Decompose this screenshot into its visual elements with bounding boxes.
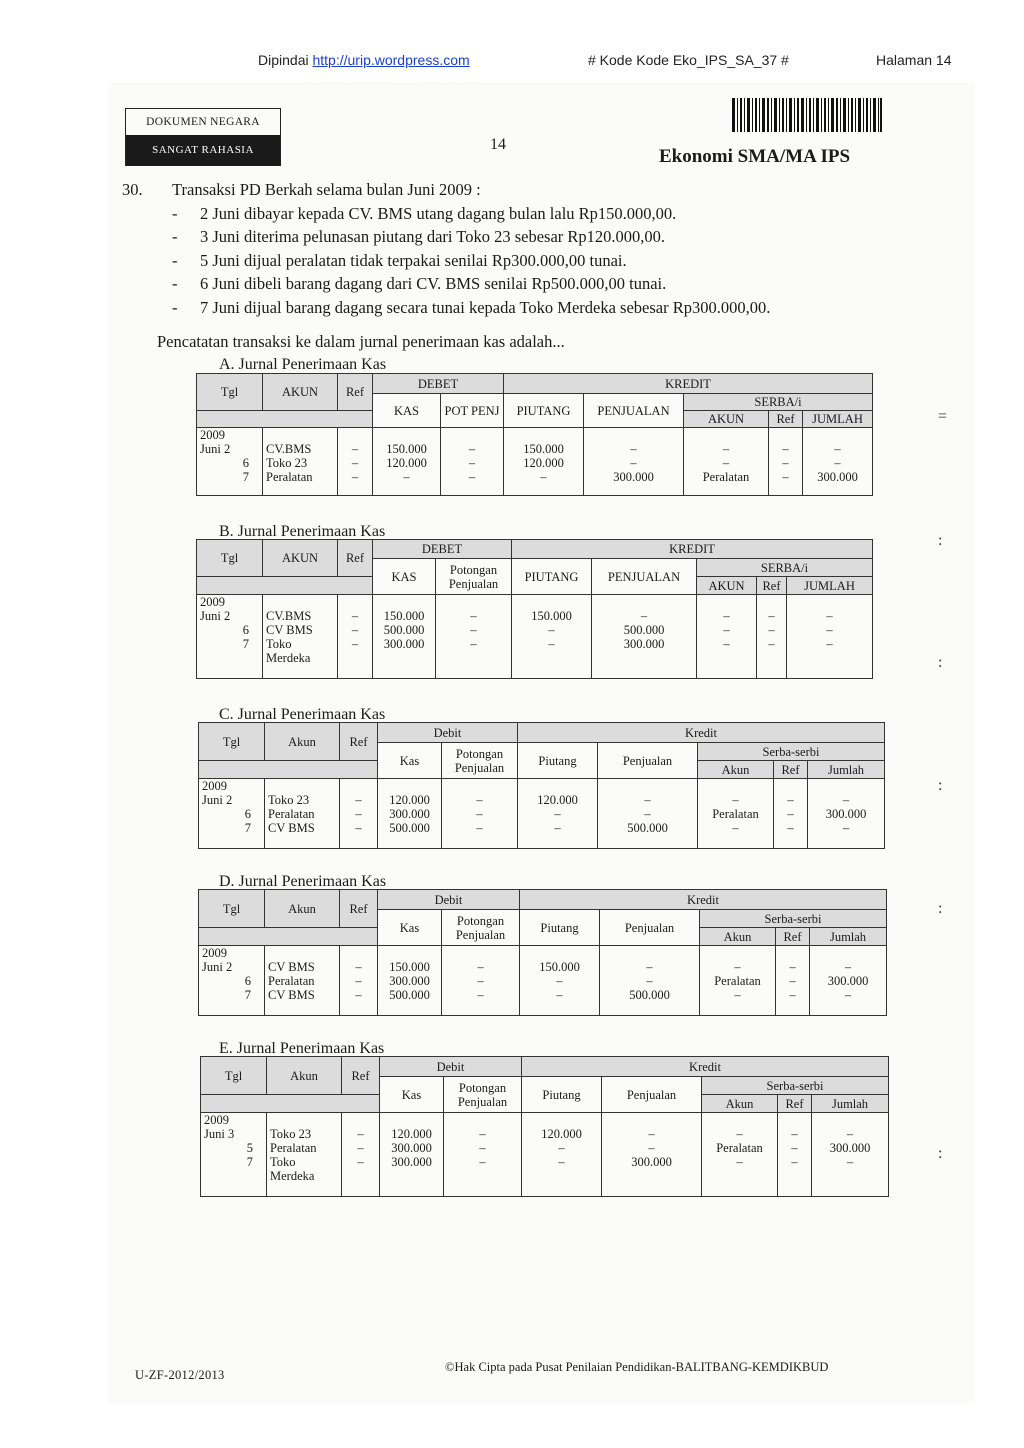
year: 2009 [200,428,225,442]
header-kas: Kas [378,910,442,946]
header-s-jumlah: Jumlah [812,1095,889,1113]
col-penjualan: – – 500.000 [598,779,698,849]
col-pot: – – – [442,779,518,849]
header-tgl: Tgl [199,890,265,928]
question-stem: Transaksi PD Berkah selama bulan Juni 2009 : [172,180,481,199]
header-ref: Ref [338,540,373,577]
header-blank [201,1095,380,1113]
transaction-text: 7 Juni dijual barang dagang secara tunai kepada Toko Merdeka sebesar Rp300.000,00. [200,297,771,317]
col-s-akun: – Peralatan – [702,1113,778,1197]
scan-label [258,52,470,68]
col-akun: CV BMS Peralatan CV BMS [265,946,340,1016]
option-a-table [196,373,873,496]
header-kredit: Kredit [520,890,887,910]
transaction-text: 3 Juni diterima pelunasan piutang dari Toko 23 sebesar Rp120.000,00. [200,227,666,246]
transaction-item: - 2 Juni dibayar kepada CV. BMS utang dagang bulan lalu Rp150.000,00. [172,203,677,223]
margin-mark: = [938,408,948,425]
transaction-item: - 7 Juni dijual barang dagang secara tunai kepada Toko Merdeka sebesar Rp300.000,00. [172,297,771,317]
option-b-table [196,539,873,679]
option-e-label: E. Jurnal Penerimaan Kas [219,1040,385,1057]
col-s-ref: – – – [778,1113,812,1197]
transaction-item: - 5 Juni dijual peralatan tidak terpakai senilai Rp300.000,00 tunai. [172,250,627,270]
table-body-row [197,595,873,679]
scan-link[interactable]: http://urip.wordpress.com [312,52,470,68]
transaction-item: - 3 Juni diterima pelunasan piutang dari Toko 23 sebesar Rp120.000,00. [172,227,666,246]
col-ref: – – – [340,946,378,1016]
header-serba: Serba-serbi [702,1077,889,1095]
header-page: Halaman 14 [876,52,952,68]
table-body-row [199,946,887,1016]
col-piutang: 120.000 – – [522,1113,602,1197]
option-b-label: B. Jurnal Penerimaan Kas [219,523,386,540]
header-penjualan: Penjualan [600,910,700,946]
header-s-ref: Ref [774,761,808,779]
col-ref: – – – [342,1113,380,1197]
scan-prefix: Dipindai [258,52,309,68]
col-akun: CV.BMS Toko 23 Peralatan [263,428,338,496]
header-pot: Potongan Penjualan [442,910,520,946]
header-ref: Ref [340,723,378,761]
col-s-jumlah: – – – [787,595,873,679]
header-akun: Akun [265,723,340,761]
header-debet: DEBET [373,374,504,394]
header-s-ref: Ref [757,577,787,595]
header-debet: Debit [378,723,518,743]
header-kas: KAS [373,394,441,428]
table-body-row [201,1113,889,1197]
header-penjualan: Penjualan [602,1077,702,1113]
header-s-jumlah: JUMLAH [803,411,873,428]
header-pot: POT PENJ [441,394,504,428]
col-tgl: 2009 Juni 2 6 7 [199,779,265,849]
header-blank [199,928,378,946]
document-classification-box [125,108,281,166]
col-piutang: 150.000 – – [520,946,600,1016]
header-akun: Akun [267,1057,342,1095]
col-pot: – – – [444,1113,522,1197]
col-tgl: 2009 Juni 2 6 7 [199,946,265,1016]
header-ref: Ref [338,374,373,411]
header-s-jumlah: Jumlah [810,928,887,946]
margin-mark: : [938,532,943,549]
col-s-ref: – – – [774,779,808,849]
scan-header [0,52,1024,72]
header-blank [197,411,373,428]
col-akun: CV.BMS CV BMS Toko Merdeka [263,595,338,679]
option-c-label: C. Jurnal Penerimaan Kas [219,706,386,723]
col-penjualan: – – 300.000 [584,428,684,496]
footer-copyright: ©Hak Cipta pada Pusat Penilaian Pendidikan-BALITBANG-KEMDIKBUD [445,1360,829,1374]
transaction-text: 5 Juni dijual peralatan tidak terpakai senilai Rp300.000,00 tunai. [200,250,627,270]
header-blank [197,577,373,595]
date: 6 [242,456,249,470]
header-s-akun: Akun [700,928,776,946]
option-c-table [198,722,885,849]
header-debet: Debit [380,1057,522,1077]
col-s-akun: – – Peralatan [684,428,769,496]
header-akun: AKUN [263,374,338,411]
header-s-ref: Ref [778,1095,812,1113]
header-pot: Potongan Penjualan [436,559,512,595]
col-pot: – – – [441,428,504,496]
question-intro: Pencatatan transaksi ke dalam jurnal penerimaan kas adalah... [157,332,565,351]
header-akun: Akun [265,890,340,928]
page-number: 14 [490,136,506,153]
col-piutang: 150.000 120.000 – [504,428,584,496]
col-kas: 120.000 300.000 500.000 [378,779,442,849]
header-s-ref: Ref [769,411,803,428]
header-code: # Kode Kode Eko_IPS_SA_37 # [588,52,789,68]
col-s-jumlah: – 300.000 – [808,779,885,849]
margin-mark: : [938,900,943,917]
table-body-row [199,779,885,849]
transaction-text: 6 Juni dibeli barang dagang dari CV. BMS senilai Rp500.000,00 tunai. [200,274,667,293]
header-kredit: KREDIT [504,374,873,394]
col-s-jumlah: – 300.000 – [812,1113,889,1197]
header-s-akun: AKUN [697,577,757,595]
header-serba: SERBA/i [684,394,873,411]
question-30 [122,178,770,319]
col-piutang: 150.000 – – [512,595,592,679]
header-s-jumlah: Jumlah [808,761,885,779]
header-debet: Debit [378,890,520,910]
header-kredit: Kredit [522,1057,889,1077]
table-body-row [197,428,873,496]
header-piutang: Piutang [518,743,598,779]
header-tgl: Tgl [197,374,263,411]
header-penjualan: Penjualan [598,743,698,779]
header-ref: Ref [340,890,378,928]
col-ref: – – – [338,428,373,496]
header-serba: SERBA/i [697,559,873,577]
col-pot: – – – [436,595,512,679]
header-tgl: Tgl [199,723,265,761]
header-kas: Kas [378,743,442,779]
header-kredit: Kredit [518,723,885,743]
col-s-jumlah: – 300.000 – [810,946,887,1016]
header-s-akun: AKUN [684,411,769,428]
question-stem-row [122,178,770,202]
col-s-akun: – – – [697,595,757,679]
col-tgl [197,428,263,496]
col-penjualan: – 500.000 300.000 [592,595,697,679]
header-s-akun: Akun [702,1095,778,1113]
header-pot: Potongan Penjualan [444,1077,522,1113]
col-s-ref: – – – [769,428,803,496]
header-debet: DEBET [373,540,512,559]
col-kas: 150.000 120.000 – [373,428,441,496]
header-penjualan: PENJUALAN [584,394,684,428]
date: Juni 2 [200,442,231,456]
option-d-label: D. Jurnal Penerimaan Kas [219,873,387,890]
margin-mark: : [938,777,943,794]
col-kas: 150.000 500.000 300.000 [373,595,436,679]
col-penjualan: – – 300.000 [602,1113,702,1197]
header-penjualan: PENJUALAN [592,559,697,595]
margin-mark: : [938,1145,943,1162]
header-kas: Kas [380,1077,444,1113]
option-a-label: A. Jurnal Penerimaan Kas [219,356,387,373]
col-s-jumlah: – – 300.000 [803,428,873,496]
header-serba: Serba-serbi [698,743,885,761]
col-s-akun: – Peralatan – [700,946,776,1016]
col-s-ref: – – – [776,946,810,1016]
col-piutang: 120.000 – – [518,779,598,849]
transaction-text: 2 Juni dibayar kepada CV. BMS utang dagang bulan lalu Rp150.000,00. [200,203,677,223]
header-piutang: Piutang [522,1077,602,1113]
col-s-ref: – – – [757,595,787,679]
col-pot: – – – [442,946,520,1016]
doc-class-line1: DOKUMEN NEGARA [146,116,260,128]
option-e-table [200,1056,889,1197]
col-ref: – – – [338,595,373,679]
col-tgl: 2009 Juni 3 5 7 [201,1113,267,1197]
margin-mark: : [938,654,943,671]
header-kas: KAS [373,559,436,595]
header-kredit: KREDIT [512,540,873,559]
header-piutang: PIUTANG [504,394,584,428]
transaction-item: - 6 Juni dibeli barang dagang dari CV. BMS senilai Rp500.000,00 tunai. [172,274,667,293]
header-akun: AKUN [263,540,338,577]
option-d-table [198,889,887,1016]
col-penjualan: – – 500.000 [600,946,700,1016]
header-ref: Ref [342,1057,380,1095]
footer-code: U-ZF-2012/2013 [135,1368,225,1382]
header-blank [199,761,378,779]
col-akun: Toko 23 Peralatan Toko Merdeka [267,1113,342,1197]
header-tgl: Tgl [197,540,263,577]
header-piutang: Piutang [520,910,600,946]
col-s-akun: – Peralatan – [698,779,774,849]
header-s-akun: Akun [698,761,774,779]
col-kas: 150.000 300.000 500.000 [378,946,442,1016]
header-pot: Potongan Penjualan [442,743,518,779]
barcode-icon [732,98,882,132]
col-ref: – – – [340,779,378,849]
header-s-jumlah: JUMLAH [787,577,873,595]
col-akun: Toko 23 Peralatan CV BMS [265,779,340,849]
header-piutang: PIUTANG [512,559,592,595]
question-number: 30. [122,180,143,199]
col-tgl: 2009 Juni 2 6 7 [197,595,263,679]
header-s-ref: Ref [776,928,810,946]
subject-title: Ekonomi SMA/MA IPS [659,146,851,167]
doc-class-line2: SANGAT RAHASIA [126,135,280,165]
header-tgl: Tgl [201,1057,267,1095]
date: 7 [242,470,249,484]
col-kas: 120.000 300.000 300.000 [380,1113,444,1197]
header-serba: Serba-serbi [700,910,887,928]
